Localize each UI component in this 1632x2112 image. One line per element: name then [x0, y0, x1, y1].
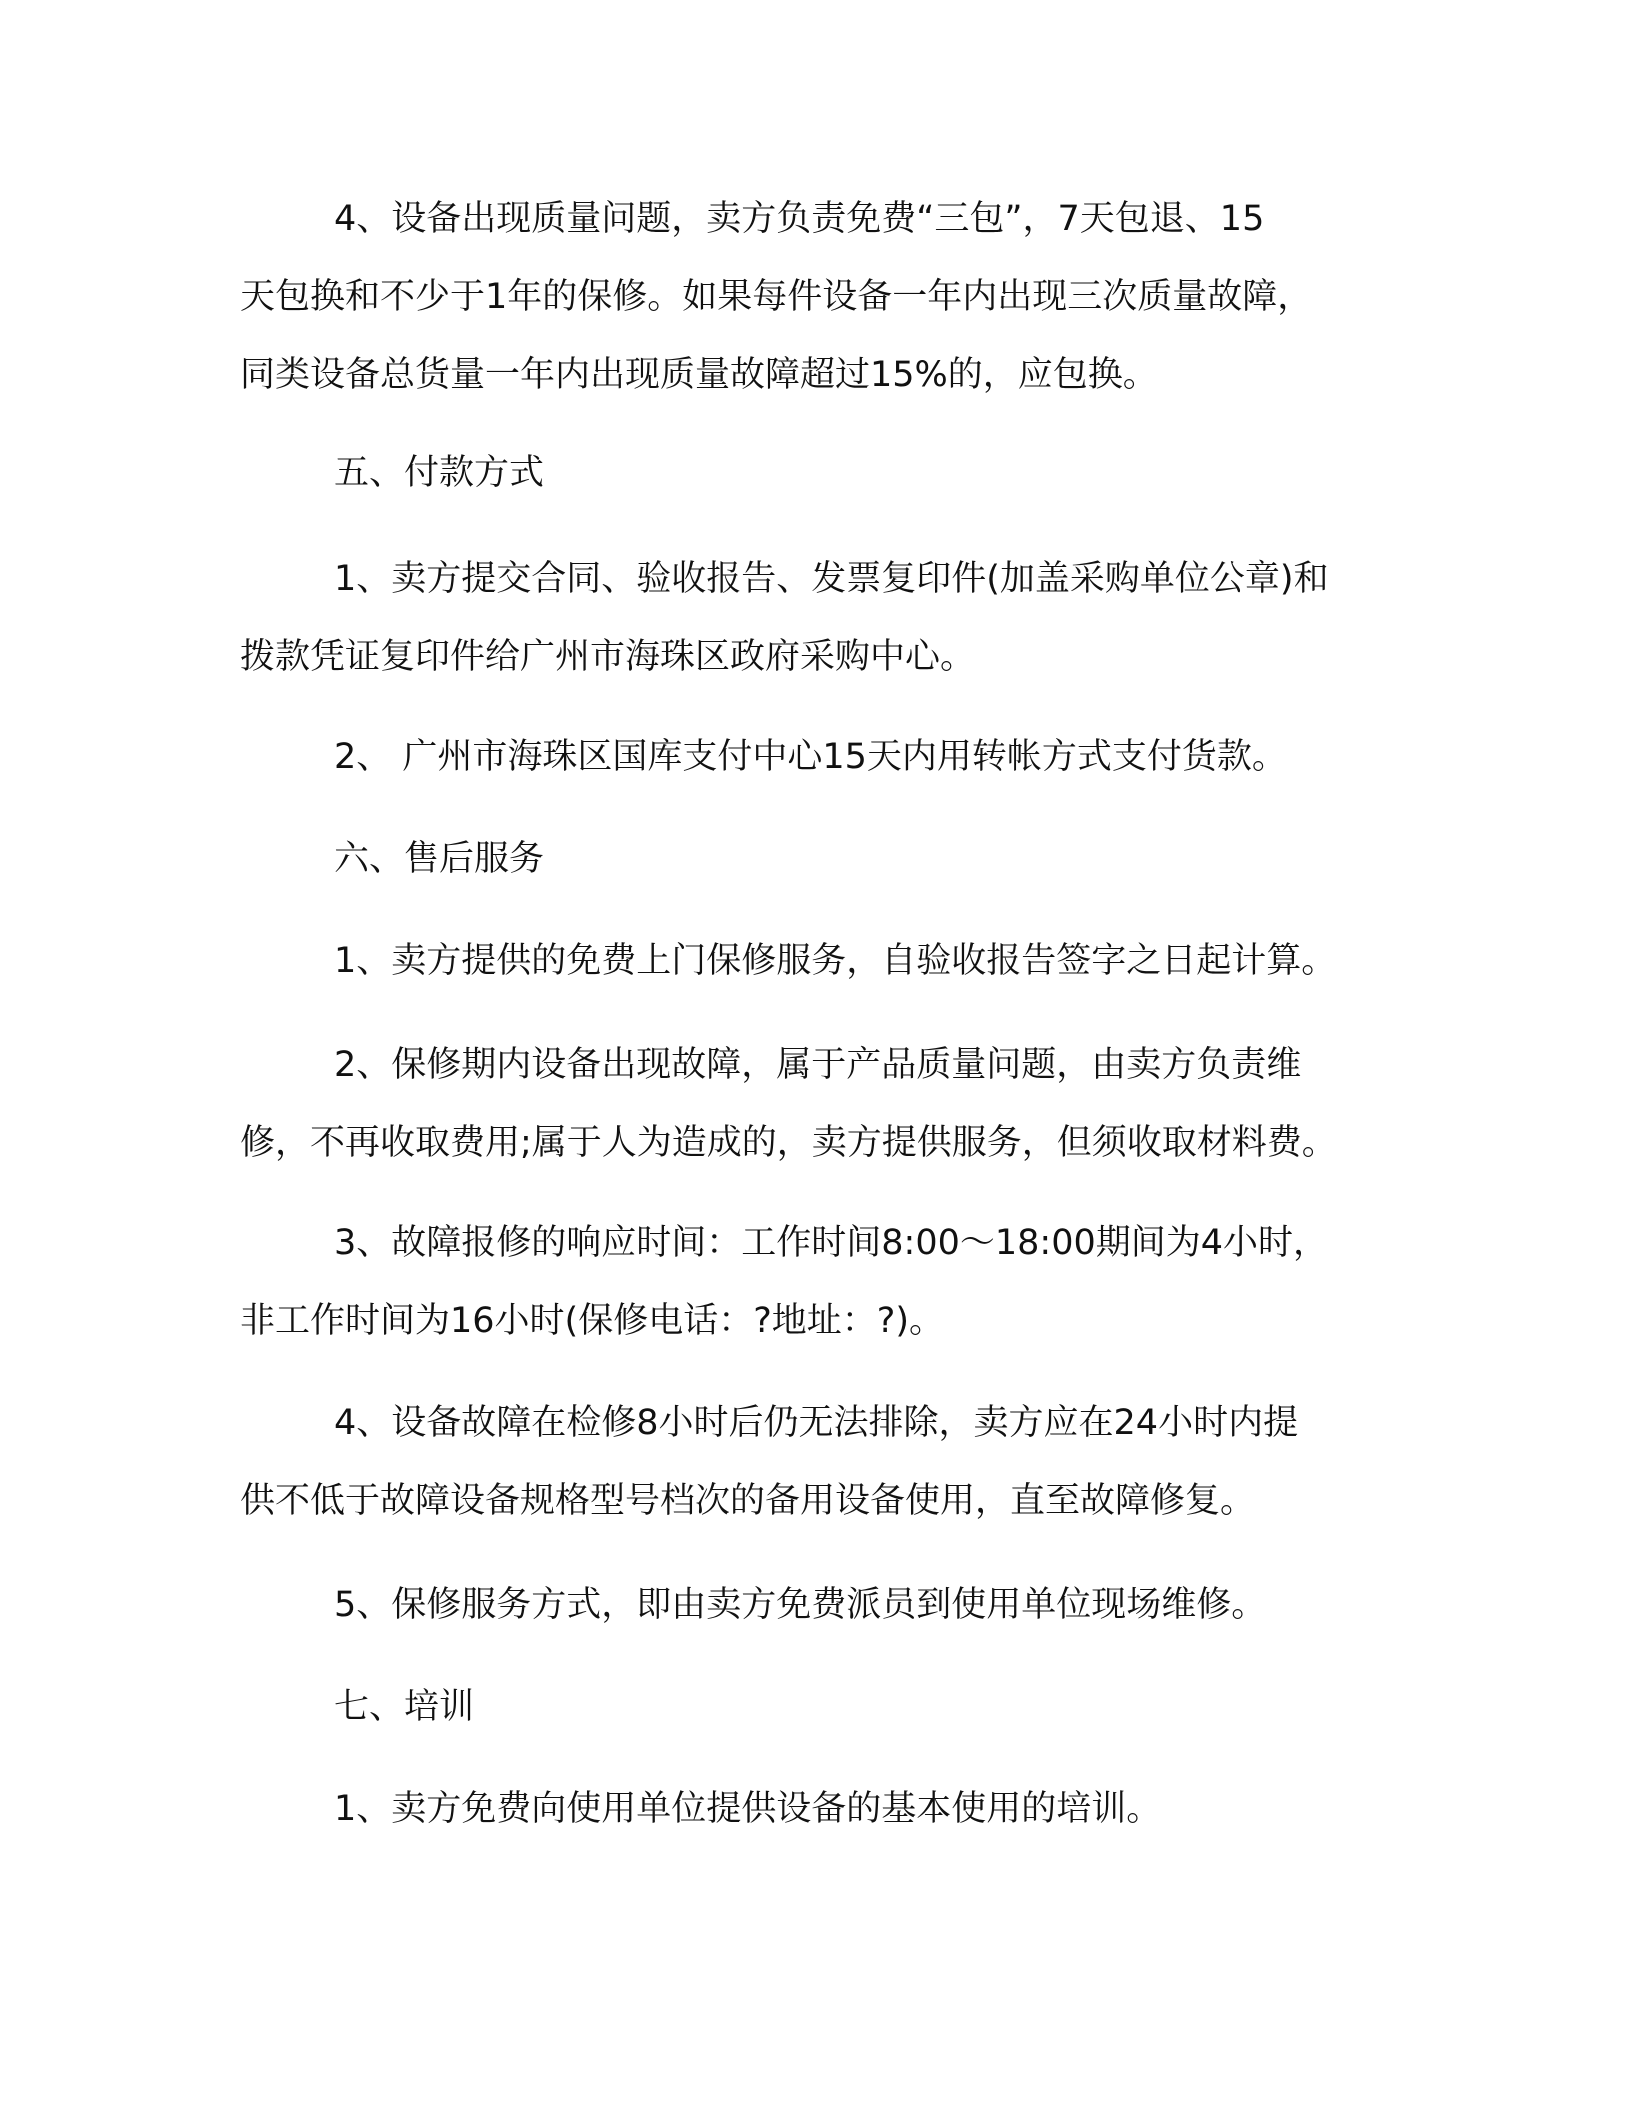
paragraph-response-time	[240, 1204, 1400, 1360]
paragraph-line: 4、设备故障在检修8小时后仍无法排除，卖方应在24小时内提	[334, 1403, 1299, 1443]
paragraph-line: 4、设备出现质量问题，卖方负责免费“三包”，7天包退、15	[334, 199, 1265, 239]
paragraph-backup-equipment	[240, 1384, 1400, 1540]
paragraph-line: 1、卖方提供的免费上门保修服务，自验收报告签字之日起计算。	[334, 941, 1337, 981]
paragraph-payment-documents	[240, 540, 1400, 696]
paragraph-line: 非工作时间为16小时(保修电话：?地址：?)。	[240, 1301, 945, 1341]
paragraph-line: 修，不再收取费用;属于人为造成的，卖方提供服务，但须收取材料费。	[240, 1123, 1337, 1163]
paragraph-line: 天包换和不少于1年的保修。如果每件设备一年内出现三次质量故障，	[240, 277, 1313, 317]
paragraph-line: 拨款凭证复印件给广州市海珠区政府采购中心。	[240, 637, 976, 677]
paragraph-payment-transfer	[240, 718, 1400, 796]
paragraph-line: 2、保修期内设备出现故障，属于产品质量问题，由卖方负责维	[334, 1045, 1302, 1085]
paragraph-training-free	[240, 1770, 1400, 1848]
paragraph-line: 5、保修服务方式，即由卖方免费派员到使用单位现场维修。	[334, 1585, 1267, 1625]
paragraph-line: 同类设备总货量一年内出现质量故障超过15%的，应包换。	[240, 355, 1158, 395]
paragraph-line: 1、卖方免费向使用单位提供设备的基本使用的培训。	[334, 1789, 1162, 1829]
section-heading-after-sales: 六、售后服务	[334, 839, 545, 879]
paragraph-service-method	[240, 1566, 1400, 1644]
paragraph-line: 2、 广州市海珠区国库支付中心15天内用转帐方式支付货款。	[334, 737, 1287, 777]
paragraph-line: 3、故障报修的响应时间：工作时间8:00～18:00期间为4小时，	[334, 1223, 1328, 1263]
paragraph-line: 供不低于故障设备规格型号档次的备用设备使用，直至故障修复。	[240, 1481, 1256, 1521]
section-heading-training: 七、培训	[334, 1687, 475, 1727]
paragraph-free-onsite-service	[240, 922, 1400, 1000]
paragraph-line: 1、卖方提交合同、验收报告、发票复印件(加盖采购单位公章)和	[334, 559, 1329, 599]
paragraph-warranty-period-repair	[240, 1026, 1400, 1182]
section-heading-payment: 五、付款方式	[334, 453, 545, 493]
paragraph-warranty-three-guarantees	[240, 180, 1400, 414]
